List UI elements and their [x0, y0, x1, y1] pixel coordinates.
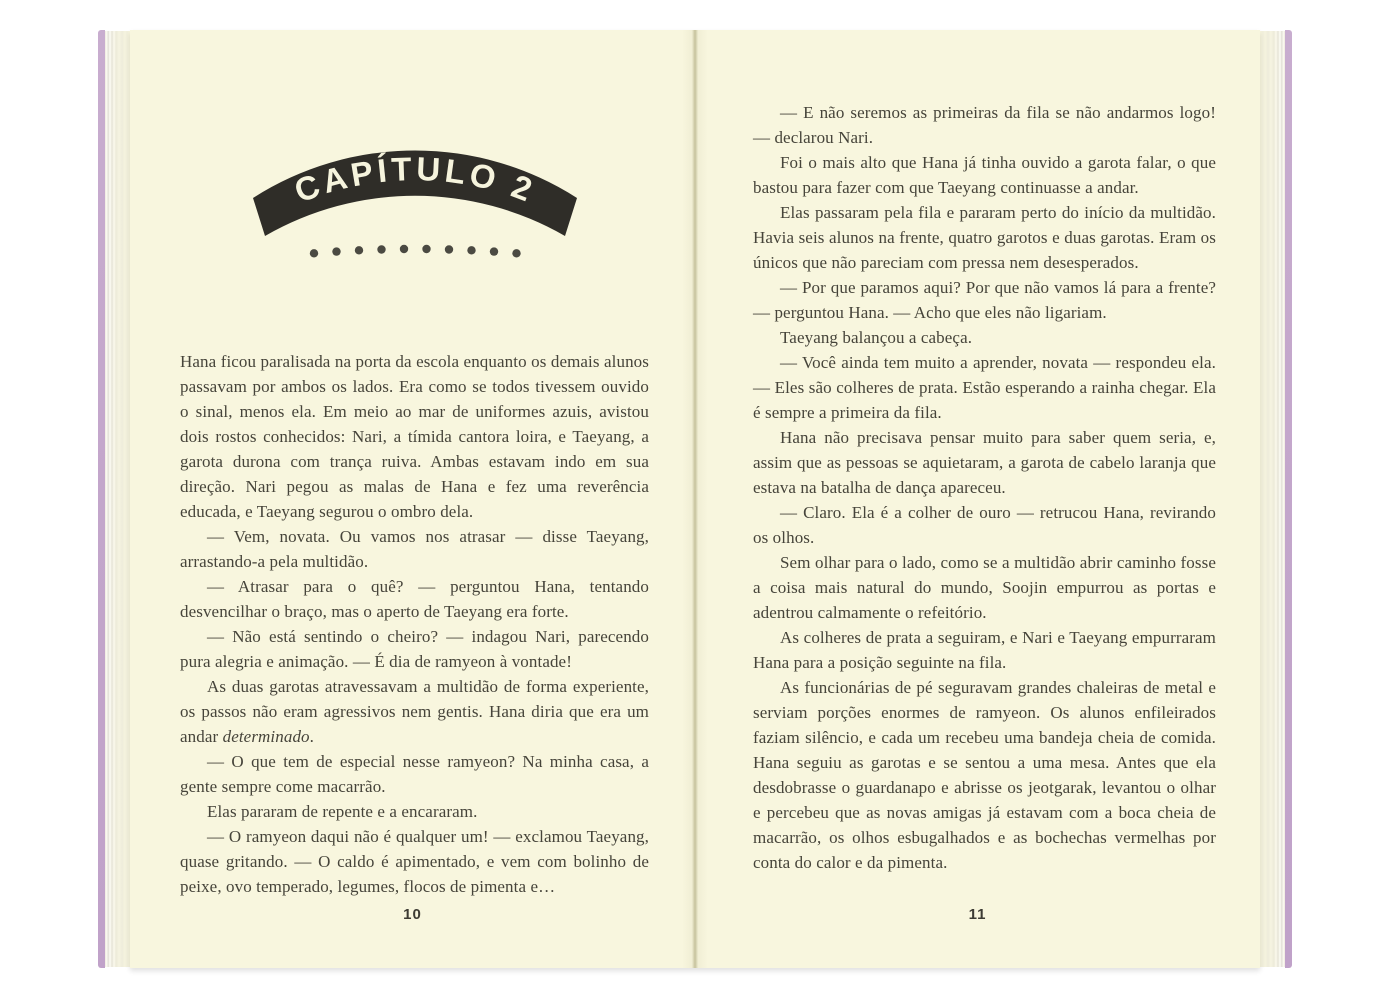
- paragraph: Taeyang balançou a cabeça.: [780, 328, 973, 347]
- right-page: [695, 30, 1260, 968]
- page-number-left: 10: [403, 906, 422, 923]
- paragraph: Elas passaram pela fila e pararam perto do início da multidão. Havia seis alunos na frente, quatro garotos e duas garotas. Eram os únicos que não pareciam com pressa nem desesperados.: [753, 203, 1216, 272]
- right-page-text: [753, 100, 1216, 875]
- paragraph: As funcionárias de pé seguravam grandes chaleiras de metal e serviam porções enormes de ramyeon. Os alunos enfileirados faziam silêncio, e cada um recebeu uma bandeja cheia de comida. Hana seguiu as garotas e se sentou a uma mesa. Antes que ela desdobrasse o guardanapo e abrisse os jeotgarak, levantou o olhar e percebeu que as novas amigas já estavam com a boca cheia de macarrão, os olhos esbugalhados e as bochechas vermelhas por conta do calor e da pimenta.: [753, 678, 1216, 872]
- paragraph: Hana ficou paralisada na porta da escola enquanto os demais alunos passavam por ambos os lados. Era como se todos tivessem ouvido o sinal, menos ela. Em meio ao mar de uniformes azuis, avistou dois rostos conhecidos: Nari, a tímida cantora loira, e Taeyang, a garota durona com trança ruiva. Ambas estavam indo em sua direção. Nari pegou as malas de Hana e fez uma reverência educada, e Taeyang segurou o ombro dela.: [180, 352, 649, 521]
- page-edges-left: [105, 31, 130, 967]
- italic-word: determinado: [222, 727, 310, 746]
- paragraph: As duas garotas atravessavam a multidão de forma experiente, os passos não eram agressivos nem gentis. Hana diria que era um andar determinado.: [180, 677, 649, 746]
- left-page-text: [180, 349, 649, 899]
- paragraph: — Por que paramos aqui? Por que não vamos lá para a frente? — perguntou Hana. — Acho que eles não ligariam.: [753, 278, 1216, 322]
- paragraph: Elas pararam de repente e a encararam.: [207, 802, 478, 821]
- paragraph: — E não seremos as primeiras da fila se não andarmos logo! — declarou Nari.: [753, 103, 1216, 147]
- paragraph: Hana não precisava pensar muito para saber quem seria, e, assim que as pessoas se aquietaram, a garota de cabelo laranja que estava na batalha de dança apareceu.: [753, 428, 1216, 497]
- paragraph: — Atrasar para o quê? — perguntou Hana, tentando desvencilhar o braço, mas o aperto de Taeyang era forte.: [180, 577, 649, 621]
- open-book: [98, 30, 1292, 968]
- chapter-badge: [245, 148, 585, 261]
- paragraph: — Vem, novata. Ou vamos nos atrasar — disse Taeyang, arrastando-a pela multidão.: [180, 527, 649, 571]
- chapter-dots: [245, 239, 585, 261]
- page-edges-right: [1260, 31, 1285, 967]
- paragraph: As colheres de prata a seguiram, e Nari e Taeyang empurraram Hana para a posição seguinte na fila.: [753, 628, 1216, 672]
- paragraph: — O que tem de especial nesse ramyeon? Na minha casa, a gente sempre come macarrão.: [180, 752, 649, 796]
- chapter-title: CAPÍTULO 2: [289, 149, 541, 210]
- paragraph: Foi o mais alto que Hana já tinha ouvido a garota falar, o que bastou para fazer com que Taeyang continuasse a andar.: [753, 153, 1216, 197]
- left-page: [130, 30, 695, 968]
- paragraph: — Você ainda tem muito a aprender, novata — respondeu ela. — Eles são colheres de prata. Estão esperando a rainha chegar. Ela é sempre a primeira da fila.: [753, 353, 1216, 422]
- book-spread: [130, 30, 1260, 968]
- book-cover-edge-left: [98, 30, 105, 968]
- paragraph: Sem olhar para o lado, como se a multidão abrir caminho fosse a coisa mais natural do mundo, Soojin empurrou as portas e adentrou calmamente o refeitório.: [753, 553, 1216, 622]
- paragraph: — Claro. Ela é a colher de ouro — retrucou Hana, revirando os olhos.: [753, 503, 1216, 547]
- paragraph: — Não está sentindo o cheiro? — indagou Nari, parecendo pura alegria e animação. — É dia de ramyeon à vontade!: [180, 627, 649, 671]
- paragraph: — O ramyeon daqui não é qualquer um! — exclamou Taeyang, quase gritando. — O caldo é apimentado, e vem com bolinho de peixe, ovo temperado, legumes, flocos de pimenta e…: [180, 827, 649, 896]
- page-number-right: 11: [968, 906, 987, 923]
- book-cover-edge-right: [1285, 30, 1292, 968]
